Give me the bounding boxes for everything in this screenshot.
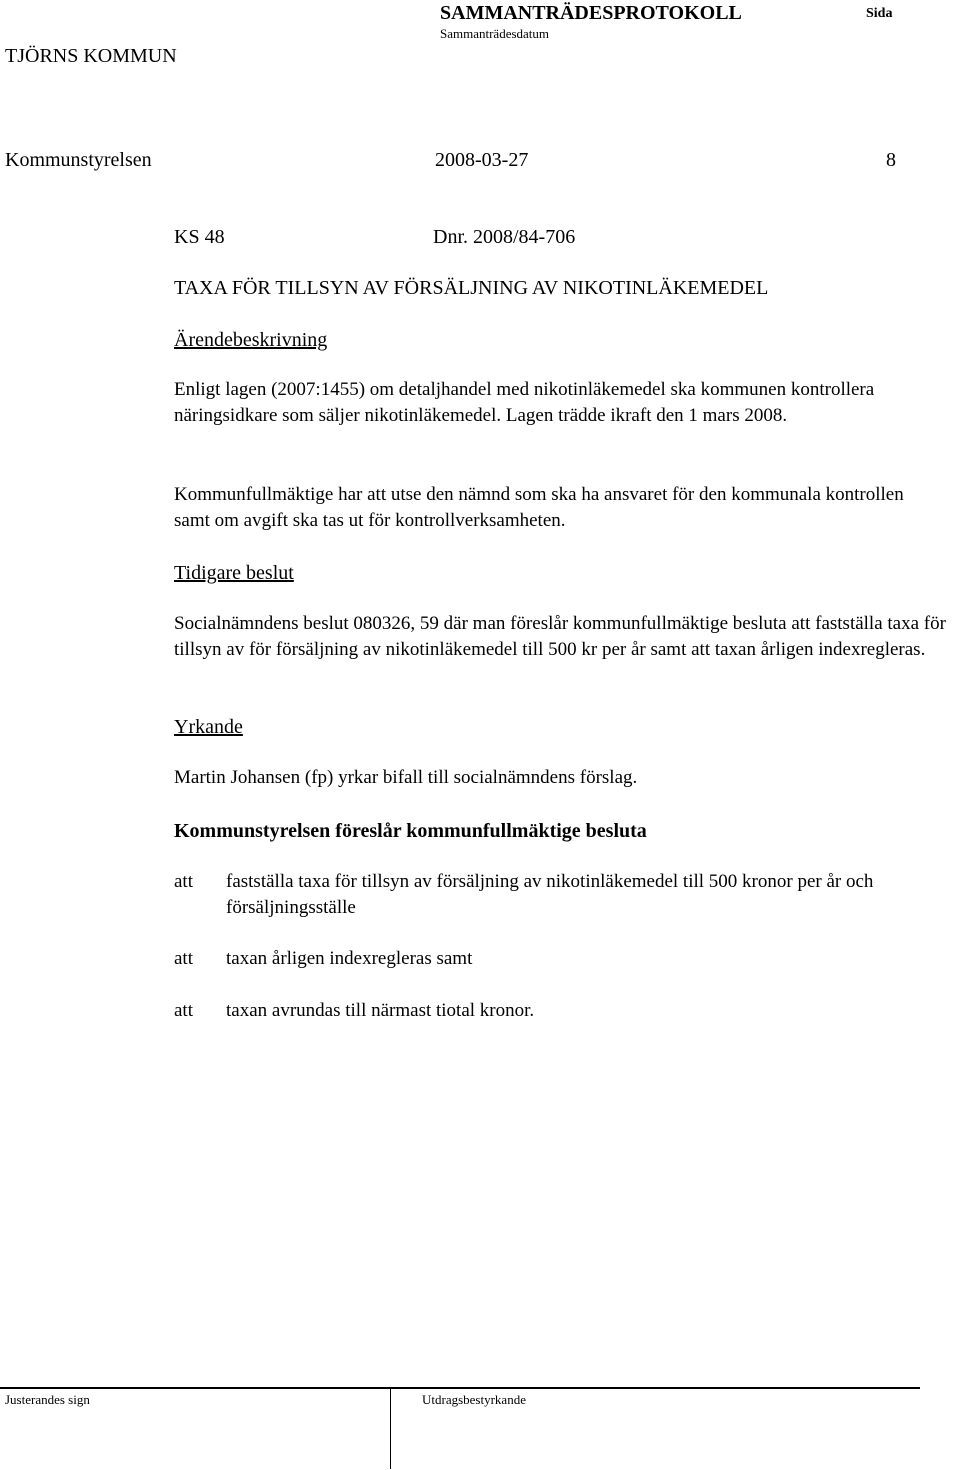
decision-marker: att: [174, 948, 193, 969]
arende-paragraph-1: Enligt lagen (2007:1455) om detaljhandel med nikotinläkemedel ska kommunen kontrollera näringsidkare som säljer nikotinläkemedel. Lagen trädde ikraft den 1 mars 2008.: [174, 379, 875, 426]
signature-divider-line: [0, 1387, 920, 1389]
decision-text: taxan avrundas till närmast tiotal kronor.: [226, 1000, 535, 1021]
page-number: 8: [886, 149, 896, 171]
decision-marker: att: [174, 1000, 193, 1021]
section-heading-yrkande: Yrkande: [174, 716, 243, 738]
arende-paragraph-2: Kommunfullmäktige har att utse den nämnd som ska ha ansvaret för den kommunala kontrollen samt om avgift ska tas ut för kontrollverksamheten.: [174, 484, 904, 531]
meeting-date: 2008-03-27: [435, 149, 529, 171]
justerandes-sign-label: Justerandes sign: [5, 1392, 90, 1407]
committee-name: Kommunstyrelsen: [5, 149, 152, 171]
page-label: Sida: [866, 6, 893, 21]
yrkande-paragraph: Martin Johansen (fp) yrkar bifall till socialnämndens förslag.: [174, 767, 638, 788]
decision-text: fastställa taxa för tillsyn av försäljning av nikotinläkemedel till 500 kronor per år och försäljningsställe: [226, 871, 874, 918]
organization-name: TJÖRNS KOMMUN: [5, 45, 177, 67]
signature-column-divider: [390, 1387, 391, 1469]
case-number: KS 48: [174, 226, 225, 248]
decision-text: taxan årligen indexregleras samt: [226, 948, 473, 969]
diary-number: Dnr. 2008/84-706: [433, 226, 576, 248]
section-heading-tidigare-beslut: Tidigare beslut: [174, 562, 294, 584]
decision-marker: att: [174, 871, 193, 892]
document-type: SAMMANTRÄDESPROTOKOLL: [440, 2, 742, 24]
tidigare-paragraph: Socialnämndens beslut 080326, 59 där man föreslår kommunfullmäktige besluta att fastställa taxa för tillsyn av för försäljning av nikotinläkemedel till 500 kr per år samt att taxan årligen indexregleras.: [174, 613, 946, 660]
utdragsbestyrkande-label: Utdragsbestyrkande: [422, 1392, 526, 1407]
date-label: Sammanträdesdatum: [440, 26, 550, 41]
case-title: TAXA FÖR TILLSYN AV FÖRSÄLJNING AV NIKOTINLÄKEMEDEL: [174, 277, 769, 299]
section-heading-arendebeskrivning: Ärendebeskrivning: [174, 329, 328, 351]
proposal-heading: Kommunstyrelsen föreslår kommunfullmäktige besluta: [174, 820, 647, 842]
